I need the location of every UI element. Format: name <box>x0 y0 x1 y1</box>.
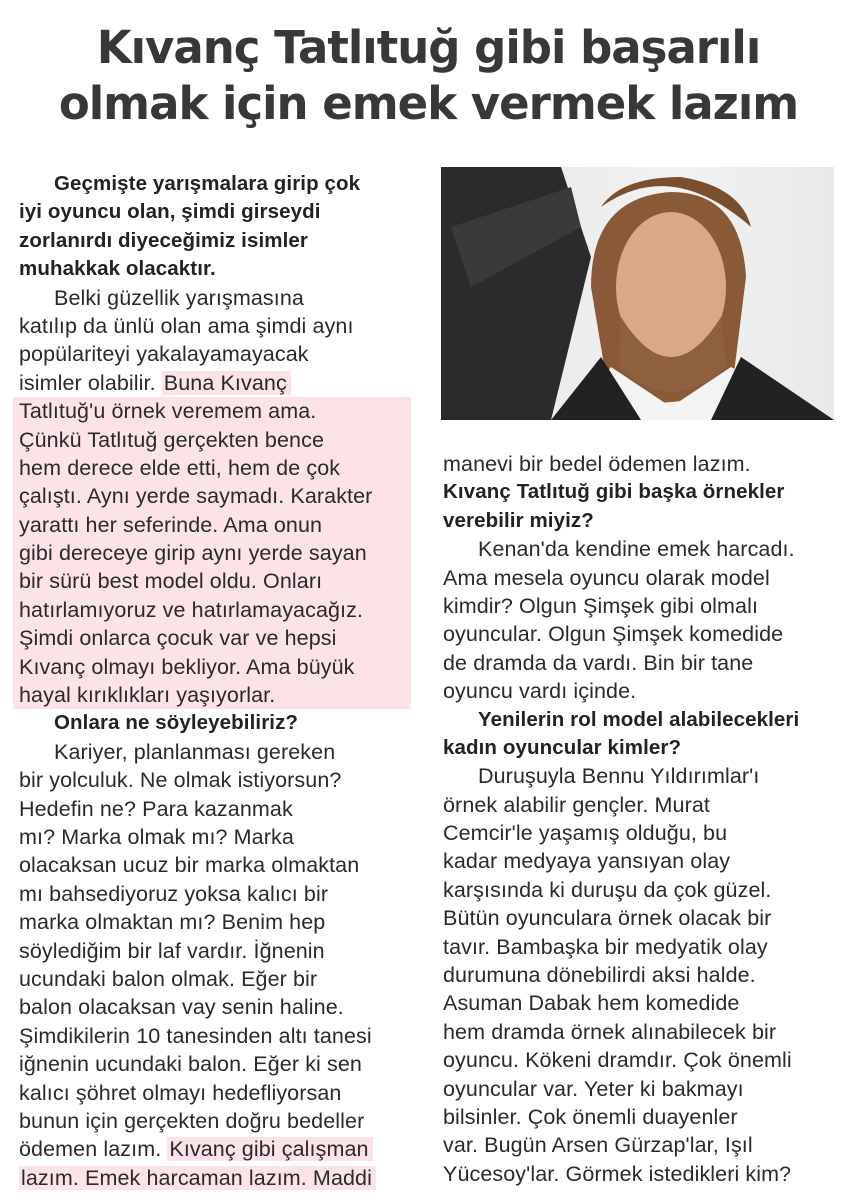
text-line <box>19 312 411 340</box>
subheading-line <box>19 255 411 283</box>
line-text: durumuna dönebilirdi aksi halde. <box>443 963 756 988</box>
text-line <box>443 620 799 648</box>
text-line <box>443 1046 799 1074</box>
line-text: iyi oyuncu olan, şimdi girseydi <box>19 200 321 224</box>
line-text: mı? Marka olmak mı? Marka <box>19 824 294 849</box>
highlighted-text: hayal kırıklıkları yaşıyorlar. <box>13 681 411 709</box>
text-line <box>443 649 799 677</box>
text-line <box>443 1160 799 1188</box>
text-line <box>19 937 411 965</box>
text-line <box>19 1022 411 1050</box>
text-line <box>443 592 799 620</box>
text-line <box>443 791 799 819</box>
subheading-line <box>443 478 799 506</box>
line-text: Ama mesela oyuncu olarak model <box>443 565 770 590</box>
text-line <box>19 653 411 681</box>
highlighted-text: hem derece elde etti, hem de çok <box>13 454 411 482</box>
subheading-line <box>443 734 799 762</box>
subheading-line <box>19 227 411 255</box>
text-line <box>19 340 411 368</box>
line-text: ödemen lazım. <box>19 1137 168 1162</box>
line-text: balon olacaksan vay senin haline. <box>19 995 344 1020</box>
line-text: Şimdikilerin 10 tanesinden altı tanesi <box>19 1023 372 1048</box>
text-line <box>443 564 799 592</box>
text-line <box>19 795 411 823</box>
text-line <box>443 819 799 847</box>
text-line <box>19 284 411 312</box>
right-column <box>443 450 799 1188</box>
text-line <box>443 904 799 932</box>
highlighted-text: Kıvanç gibi çalışman <box>167 1137 372 1161</box>
text-line <box>19 426 411 454</box>
highlighted-text: Kıvanç olmayı bekliyor. Ama büyük <box>13 653 411 681</box>
line-text: oyuncu. Kökeni dramdır. Çok önemli <box>443 1048 792 1073</box>
line-text: Onlara ne söyleyebiliriz? <box>54 711 299 735</box>
text-line <box>443 961 799 989</box>
text-line <box>19 908 411 936</box>
text-line <box>443 1075 799 1103</box>
line-text: katılıp da ünlü olan ama şimdi aynı <box>19 313 354 338</box>
line-text: de dramda da vardı. Bin bir tane <box>443 650 754 675</box>
line-text: Kenan'da kendine emek harcadı. <box>478 537 795 562</box>
line-text: Yenilerin rol model alabilecekleri <box>478 707 800 731</box>
text-line <box>443 876 799 904</box>
text-line <box>19 567 411 595</box>
text-line <box>19 397 411 425</box>
line-text: Cemcir'le yaşamış olduğu, bu <box>443 821 728 846</box>
text-line <box>19 823 411 851</box>
line-text: kalıcı şöhret olmayı hedefliyorsan <box>19 1080 342 1105</box>
text-line <box>19 511 411 539</box>
highlighted-text: Buna Kıvanç <box>162 371 291 395</box>
text-line <box>19 596 411 624</box>
text-line <box>19 766 411 794</box>
text-line <box>19 681 411 709</box>
headline-line-2: olmak için emek vermek lazım <box>58 77 799 130</box>
text-line <box>19 738 411 766</box>
text-line <box>19 851 411 879</box>
text-line <box>19 482 411 510</box>
line-text: isimler olabilir. <box>19 370 162 395</box>
text-line <box>19 539 411 567</box>
line-text: Hedefin ne? Para kazanmak <box>19 796 293 821</box>
text-line <box>443 847 799 875</box>
line-text: Duruşuyla Bennu Yıldırımlar'ı <box>478 764 760 789</box>
text-line <box>19 1107 411 1135</box>
line-text: var. Bugün Arsen Gürzap'lar, Işıl <box>443 1133 753 1158</box>
line-text: olacaksan ucuz bir marka olmaktan <box>19 853 360 878</box>
line-text: kadın oyuncular kimler? <box>443 735 682 759</box>
line-text: ucundaki balon olmak. Eğer bir <box>19 966 318 991</box>
line-text: tavır. Bambaşka bir medyatik olay <box>443 934 768 959</box>
line-text: mı bahsediyoruz yoksa kalıcı bir <box>19 881 329 906</box>
line-text: zorlanırdı diyeceğimiz isimler <box>19 228 308 252</box>
left-column <box>19 170 411 1192</box>
line-text: örnek alabilir gençler. Murat <box>443 792 710 817</box>
line-text: Kariyer, planlanması gereken <box>54 739 336 764</box>
line-text: Yücesoy'lar. Görmek istedikleri kim? <box>443 1161 792 1186</box>
text-line <box>19 1164 411 1192</box>
highlighted-text: Şimdi onlarca çocuk var ve hepsi <box>13 624 411 652</box>
line-text: bir yolculuk. Ne olmak istiyorsun? <box>19 768 342 793</box>
text-line <box>443 1103 799 1131</box>
text-line <box>19 1135 411 1163</box>
highlighted-text: çalıştı. Aynı yerde saymadı. Karakter <box>13 482 411 510</box>
line-text: Geçmişte yarışmalara girip çok <box>54 172 361 195</box>
line-text: kadar medyaya yansıyan olay <box>443 849 731 874</box>
text-line <box>19 965 411 993</box>
line-text: manevi bir bedel ödemen lazım. <box>443 452 751 476</box>
subheading-line <box>19 170 411 198</box>
subheading-line <box>443 507 799 535</box>
line-text: muhakkak olacaktır. <box>19 257 216 281</box>
highlighted-text: hatırlamıyoruz ve hatırlamayacağız. <box>13 596 411 624</box>
highlighted-text: bir sürü best model oldu. Onları <box>13 567 411 595</box>
line-text: oyuncular. Olgun Şimşek komedide <box>443 622 784 647</box>
portrait-photo <box>441 167 834 420</box>
text-line <box>19 1079 411 1107</box>
highlighted-text: yarattı her seferinde. Ama onun <box>13 511 411 539</box>
line-text: popülariteyi yakalayamayacak <box>19 342 309 367</box>
text-line <box>443 933 799 961</box>
text-line <box>443 1131 799 1159</box>
text-line <box>19 454 411 482</box>
line-text: bunun için gerçekten doğru bedeller <box>19 1108 365 1133</box>
line-text: Asuman Dabak hem komedide <box>443 991 740 1016</box>
highlighted-text: lazım. Emek harcaman lazım. Maddi <box>19 1166 376 1190</box>
line-text: iğnenin ucundaki balon. Eğer ki sen <box>19 1052 362 1077</box>
line-text: marka olmaktan mı? Benim hep <box>19 910 326 935</box>
text-line <box>19 993 411 1021</box>
highlighted-text: Çünkü Tatlıtuğ gerçekten bence <box>13 426 411 454</box>
subheading-line <box>19 198 411 226</box>
line-text: bilsinler. Çok önemli duayenler <box>443 1104 738 1129</box>
highlighted-text: Tatlıtuğ'u örnek veremem ama. <box>13 397 411 425</box>
subheading-line <box>19 709 411 737</box>
line-text: oyuncu vardı içinde. <box>443 679 637 704</box>
text-line <box>19 1050 411 1078</box>
text-line <box>443 989 799 1017</box>
line-text: Kıvanç Tatlıtuğ gibi başka örnekler <box>443 480 785 504</box>
line-text: Bütün oyunculara örnek olacak bir <box>443 906 772 931</box>
text-line <box>19 880 411 908</box>
line-text: Belki güzellik yarışmasına <box>54 285 304 310</box>
line-text: oyuncular var. Yeter ki bakmayı <box>443 1076 744 1101</box>
subheading-line <box>443 706 799 734</box>
text-line <box>19 624 411 652</box>
line-text: kimdir? Olgun Şimşek gibi olmalı <box>443 593 759 618</box>
headline-line-1: Kıvanç Tatlıtuğ gibi başarılı <box>96 21 761 74</box>
line-text: karşısında ki duruşu da çok güzel. <box>443 877 772 902</box>
line-text: hem dramda örnek alınabilecek bir <box>443 1019 777 1044</box>
text-line <box>443 535 799 563</box>
text-line <box>443 1018 799 1046</box>
highlighted-text: gibi dereceye girip aynı yerde sayan <box>13 539 411 567</box>
text-line <box>443 450 799 478</box>
line-text: verebilir miyiz? <box>443 508 594 532</box>
portrait-illustration <box>441 167 834 420</box>
text-line <box>443 677 799 705</box>
line-text: söylediğim bir laf vardır. İğnenin <box>19 938 325 963</box>
text-line <box>19 369 411 397</box>
text-line <box>443 762 799 790</box>
